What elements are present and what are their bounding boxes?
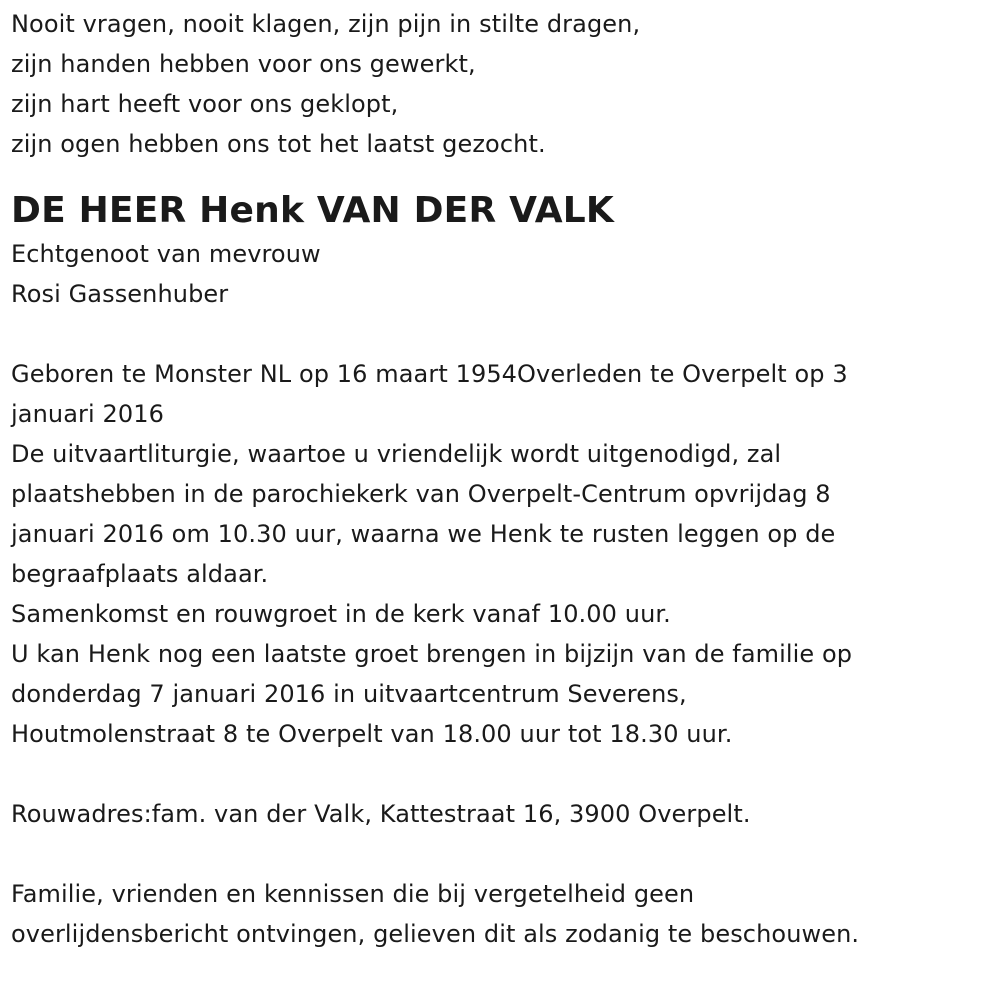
detail-line: donderdag 7 januari 2016 in uitvaartcentrum Severens, (11, 680, 687, 708)
poem-line: zijn handen hebben voor ons gewerkt, (11, 50, 476, 78)
obituary-notice (11, 4, 991, 954)
detail-line: Geboren te Monster NL op 16 maart 1954Overleden te Overpelt op 3 (11, 360, 848, 388)
poem-line: zijn hart heeft voor ons geklopt, (11, 90, 399, 118)
funeral-details (11, 354, 991, 754)
mourning-address: Rouwadres:fam. van der Valk, Kattestraat 16, 3900 Overpelt. (11, 800, 751, 828)
poem-line: zijn ogen hebben ons tot het laatst gezocht. (11, 130, 546, 158)
detail-line: begraafplaats aldaar. (11, 560, 269, 588)
poem-line: Nooit vragen, nooit klagen, zijn pijn in stilte dragen, (11, 10, 641, 38)
detail-line: plaatshebben in de parochiekerk van Overpelt-Centrum opvrijdag 8 (11, 480, 831, 508)
closing-line: overlijdensbericht ontvingen, gelieven dit als zodanig te beschouwen. (11, 920, 860, 948)
detail-line: januari 2016 om 10.30 uur, waarna we Henk te rusten leggen op de (11, 520, 836, 548)
spacer (11, 834, 991, 874)
spouse-line: Echtgenoot van mevrouw (11, 240, 321, 268)
detail-line: U kan Henk nog een laatste groet brengen in bijzijn van de familie op (11, 640, 853, 668)
spacer (11, 754, 991, 794)
closing-line: Familie, vrienden en kennissen die bij vergetelheid geen (11, 880, 695, 908)
closing-note (11, 874, 991, 954)
deceased-name-heading: DE HEER Henk VAN DER VALK (11, 190, 615, 231)
spouse-block (11, 234, 991, 314)
spouse-name: Rosi Gassenhuber (11, 280, 229, 308)
spacer (11, 314, 991, 354)
detail-line: januari 2016 (11, 400, 164, 428)
detail-line: Houtmolenstraat 8 te Overpelt van 18.00 uur tot 18.30 uur. (11, 720, 733, 748)
detail-line: Samenkomst en rouwgroet in de kerk vanaf 10.00 uur. (11, 600, 671, 628)
poem (11, 4, 991, 164)
detail-line: De uitvaartliturgie, waartoe u vriendelijk wordt uitgenodigd, zal (11, 440, 782, 468)
